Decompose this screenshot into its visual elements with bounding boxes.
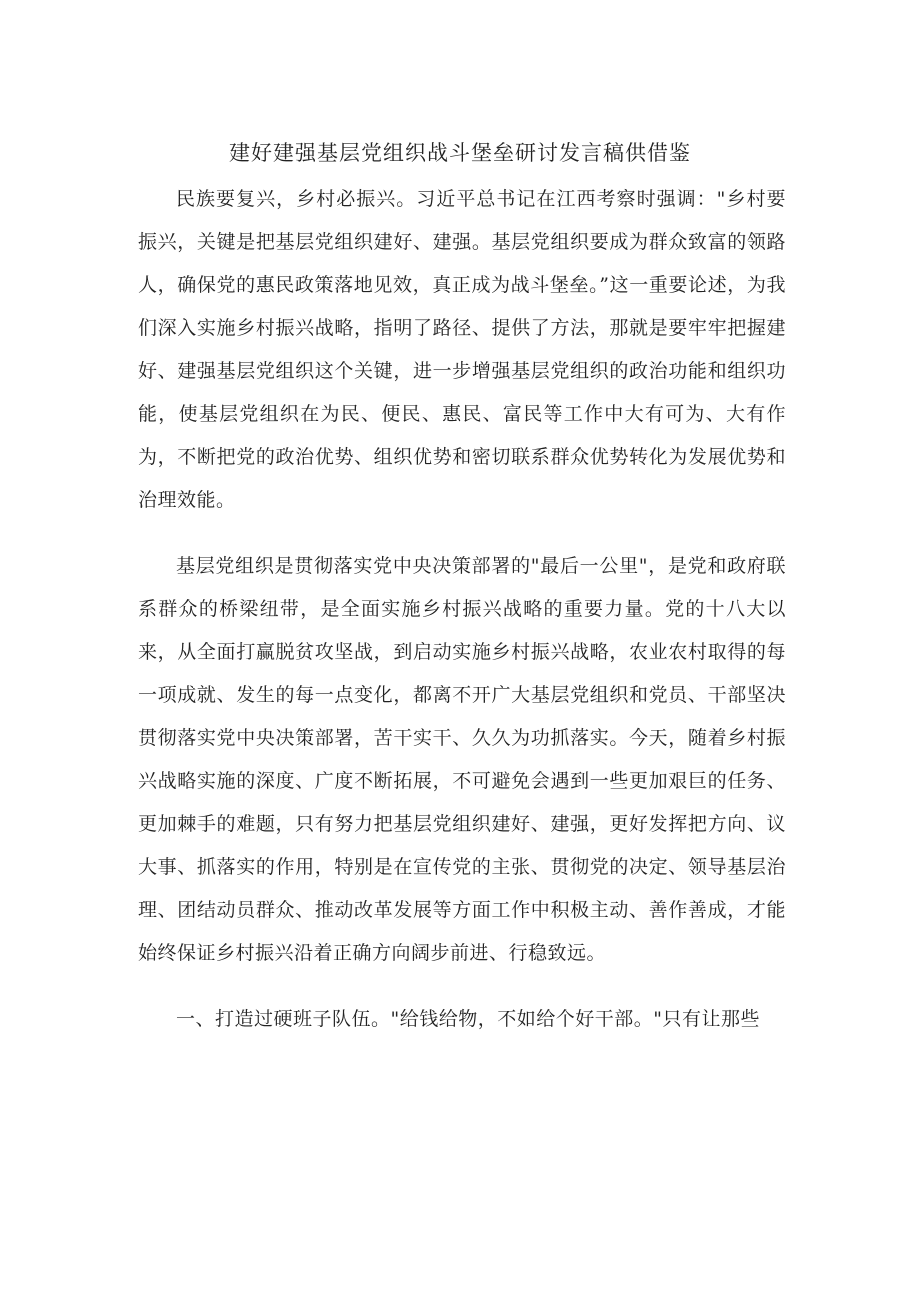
- document-title: 建好建强基层党组织战斗堡垒研讨发言稿供借鉴: [229, 141, 691, 165]
- paragraph-intro: 民族要复兴，乡村必振兴。习近平总书记在江西考察时强调："乡村要振兴，关键是把基层党组织建好、建强。基层党组织要成为群众致富的领路人，确保党的惠民政策落地见效，真正成为战斗堡垒。”这一重要论述，为我们深入实施乡村振兴战略，指明了路径、提供了方法，那就是要牢牢把握建好、建强基层党组织这个关键，进一步增强基层党组织的政治功能和组织功能，使基层党组织在为民、便民、惠民、富民等工作中大有可为、大有作为，不断把党的政治优势、组织优势和密切联系群众优势转化为发展优势和治理效能。: [138, 188, 786, 511]
- document-body: [138, 178, 786, 1041]
- paragraph-section-one: 一、打造过硬班子队伍。"给钱给物，不如给个好干部。"只有让那些: [176, 1008, 760, 1030]
- paragraph-grassroots: 基层党组织是贯彻落实党中央决策部署的"最后一公里"，是党和政府联系群众的桥梁纽带，是全面实施乡村振兴战略的重要力量。党的十八大以来，从全面打赢脱贫攻坚战，到启动实施乡村振兴战略，农业农村取得的每一项成就、发生的每一点变化，都离不开广大基层党组织和党员、干部坚决贯彻落实党中央决策部署，苦干实干、久久为功抓落实。今天，随着乡村振兴战略实施的深度、广度不断拓展，不可避免会遇到一些更加艰巨的任务、更加棘手的难题，只有努力把基层党组织建好、建强，更好发挥把方向、议大事、抓落实的作用，特别是在宣传党的主张、贯彻党的决定、领导基层治理、团结动员群众、推动改革发展等方面工作中积极主动、善作善成，才能始终保证乡村振兴沿着正确方向阔步前进、行稳致远。: [138, 555, 786, 964]
